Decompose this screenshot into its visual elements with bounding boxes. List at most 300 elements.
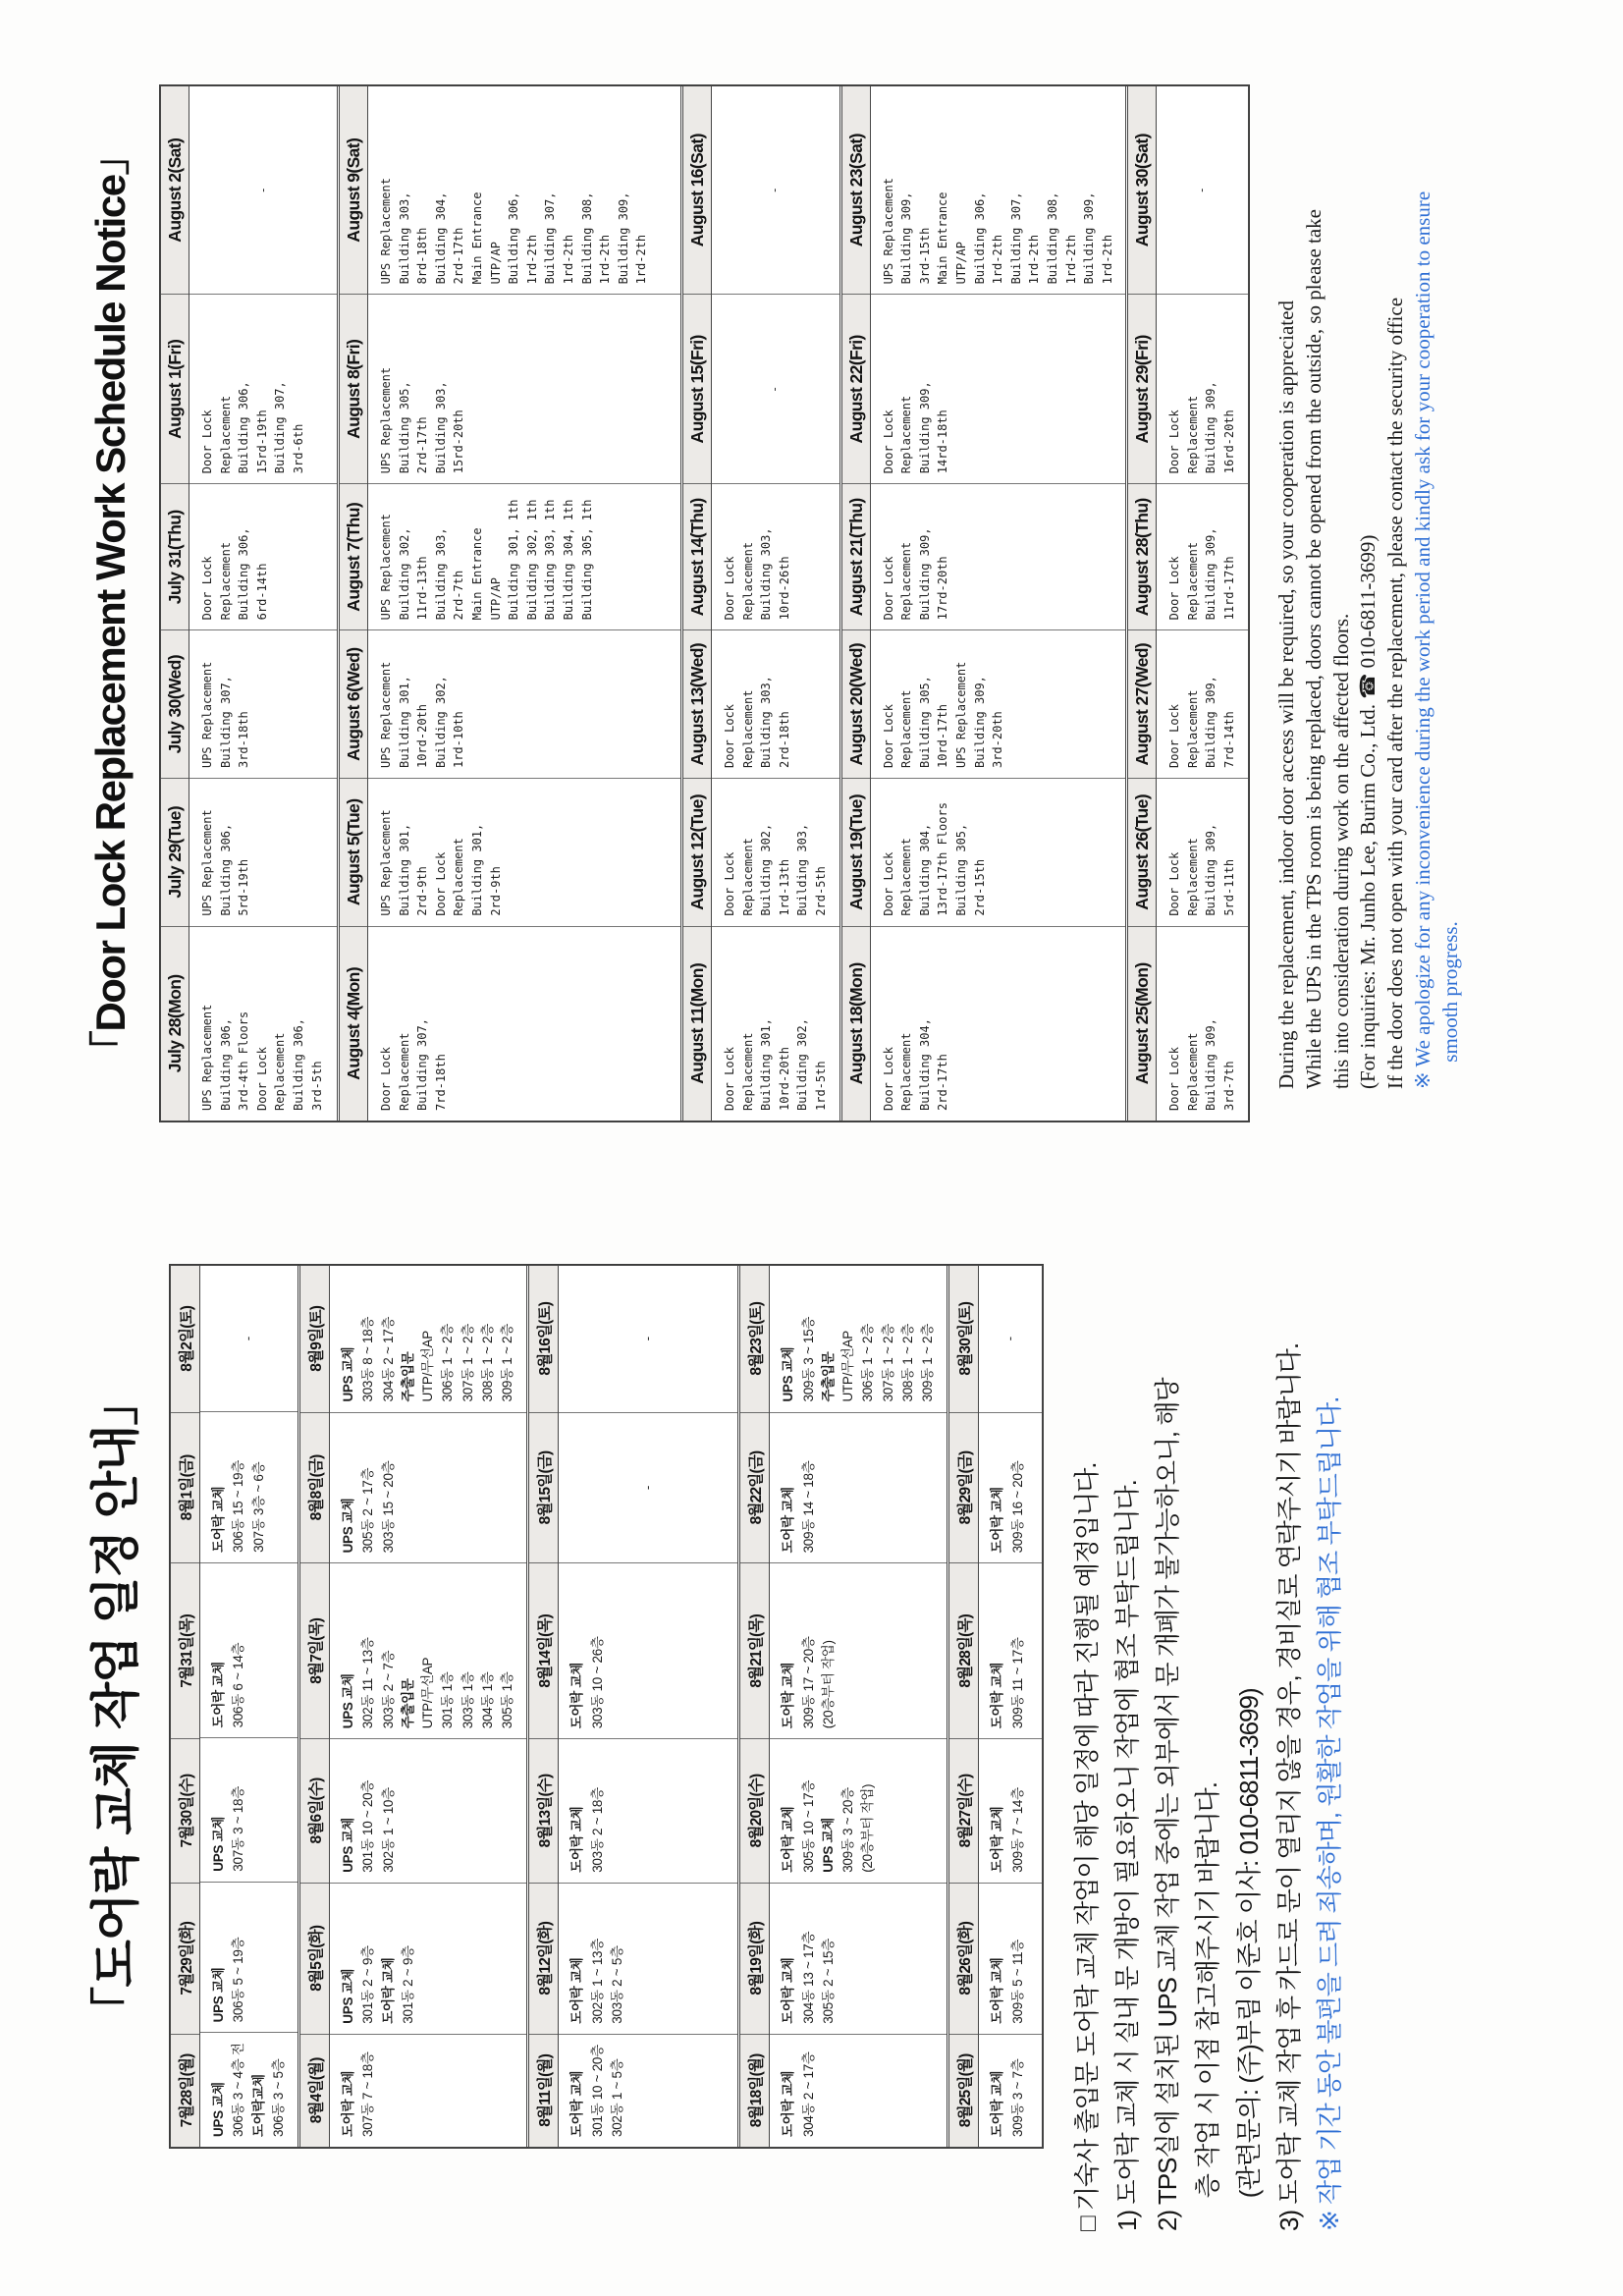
schedule-line: Door Lock [723,556,736,621]
schedule-line: 10rd-17th [936,703,950,769]
schedule-line: Replacement [740,1032,755,1111]
note-line: ※ We apologize for any inconvenience during the work period and kindly ask for your cooperation to ensure [1411,191,1435,1089]
schedule-line: 5rd-19th [237,858,251,916]
schedule-cell [979,1266,1042,1413]
schedule-line: Replacement [899,689,914,769]
schedule-cell [1157,295,1247,484]
schedule-line: 301동 2 ~ 9층 [400,1945,415,2024]
schedule-line: Door Lock [881,556,895,621]
schedule-cell [712,295,839,484]
schedule-line: Building 301, [759,1018,774,1111]
schedule-line: 도어락 교체 [211,1662,226,1728]
schedule-line: Replacement [1185,689,1200,769]
schedule-line: Building 303, [759,676,774,769]
schedule-line: Building 307, [415,1018,430,1111]
schedule-cell [368,630,680,779]
schedule-cell [200,1883,298,2034]
date-cell: August 28(Thu) [1128,484,1156,630]
schedule-line: UPS Replacement [379,514,393,621]
schedule-line: 14rd-18th [936,410,950,474]
schedule-line: Building 306, [237,381,251,474]
schedule-line: 도어락교체 [250,2074,266,2137]
schedule-line: 303동 10 ~ 26층 [589,1636,605,1729]
schedule-line: 309동 5 ~ 11층 [1009,1940,1025,2024]
date-cell: 8월23일(토) [740,1266,769,1413]
date-cell: July 30(Wed) [161,630,189,779]
schedule-line: 309동 14 ~ 18층 [800,1460,816,1554]
schedule-line: 도어락 교체 [990,1806,1005,1873]
schedule-line: 306동 15 ~ 19층 [231,1460,246,1553]
schedule-line: 307동 7 ~ 18층 [360,2051,376,2137]
schedule-line: Building 306, [291,1018,305,1111]
schedule-cell [1157,630,1247,779]
schedule-line: UPS Replacement [379,809,393,916]
schedule-line: Building 309, [1204,381,1218,474]
schedule-line: 1rd-2th [1063,234,1078,285]
week-date-row [300,1266,330,2147]
week-content-row [200,1266,298,2147]
schedule-line: 도어락 교체 [781,2070,796,2137]
schedule-cell [368,927,680,1121]
date-cell: August 20(Wed) [842,630,870,779]
week-content-row [330,1266,526,2147]
schedule-line: 도어락 교체 [211,1486,226,1553]
schedule-cell [330,1739,526,1884]
schedule-cell [871,295,1126,484]
schedule-line: 도어락 교체 [569,1663,585,1729]
date-cell: 7월29일(화) [171,1884,199,2035]
date-cell: 8월14일(목) [529,1563,558,1739]
week-section [299,1265,527,2148]
schedule-line: 307동 1 ~ 2층 [460,1324,475,1402]
schedule-line: Replacement [218,541,233,621]
schedule-cell [871,630,1126,779]
schedule-line: Replacement [218,395,233,474]
schedule-line: 도어락 교체 [569,1806,585,1873]
schedule-line: - [255,187,270,194]
schedule-cell [200,1266,298,1412]
schedule-line: Building 309, [917,381,932,474]
schedule-line: 1rd-2th [634,234,649,285]
schedule-line: Building 306, [972,191,987,285]
date-cell: 8월16일(토) [529,1266,558,1413]
schedule-cell [330,1413,526,1564]
schedule-cell [200,1563,298,1739]
schedule-line: 3rd-6th [291,423,305,474]
schedule-line: 주출입문 [400,1678,415,1729]
schedule-line: Building 309, [1082,191,1097,285]
schedule-cell [200,2033,298,2147]
schedule-line: Replacement [899,395,914,474]
schedule-line: Building 304, [433,191,448,285]
schedule-line: UPS Replacement [200,661,214,769]
date-cell: 8월15일(금) [529,1413,558,1564]
schedule-line: 3rd-5th [309,1061,324,1111]
schedule-line: - [768,187,783,194]
schedule-line: 2rd-17th [452,227,466,285]
date-cell: July 31(Thu) [161,484,189,630]
note-line: (For inquiries: Mr. Junho Lee, Burim Co., Ltd. ☎ 010-6811-3699) [1356,534,1380,1089]
schedule-line: 3rd-4th Floors [237,1011,251,1111]
date-cell: August 21(Thu) [842,484,870,630]
date-cell: July 29(Tue) [161,779,189,927]
week-date-row [161,86,189,1121]
schedule-line: Replacement [1185,541,1200,621]
schedule-line: Door Lock [1167,410,1182,474]
schedule-line: 1rd-2th [524,234,539,285]
date-cell: 7월28일(월) [179,2053,195,2128]
schedule-line: UPS 교체 [341,1817,355,1873]
schedule-cell [712,86,839,295]
english-page-title: 「Door Lock Replacement Work Schedule Notice」 [87,135,134,1072]
week-date-row [740,1266,770,2147]
schedule-line: 도어락 교체 [380,1957,396,2024]
schedule-line: 도어락 교체 [990,1487,1005,1554]
schedule-cell [330,1266,526,1413]
date-cell: August 19(Tue) [842,779,870,927]
schedule-line: Building 301, [397,676,411,769]
schedule-line: 307동 3 ~ 18층 [231,1786,246,1872]
schedule-line: UPS Replacement [953,661,968,769]
schedule-line: - [640,1485,656,1491]
schedule-line: Replacement [899,838,914,916]
korean-page-title: 「도어락 교체 작업 일정 안내」 [88,1377,143,2036]
note-line: 층 작업 시 이점 참고해주시기 바랍니다. [1193,1782,1223,2199]
schedule-line: 17rd-20th [936,556,950,621]
schedule-line: 303동 2 ~ 5층 [609,1945,624,2024]
date-cell: August 8(Fri) [340,295,367,484]
date-cell: 8월28일(목) [949,1563,978,1739]
week-content-row [368,86,680,1121]
schedule-line: UTP/AP [488,577,503,621]
schedule-line: 1rd-13th [777,858,791,916]
schedule-line: Building 303, [397,191,411,285]
schedule-cell [330,1884,526,2035]
schedule-cell [189,927,337,1121]
schedule-line: Building 306, [237,527,251,621]
note-line: 2) TPS실에 설치된 UPS 교체 작업 중에는 외부에서 문 개폐가 불가능하오니, 해당 [1153,1378,1183,2231]
date-cell: 8월25일(월) [957,2053,975,2128]
schedule-line: 11rd-13th [415,556,430,621]
schedule-line: 309동 7 ~ 14층 [1009,1787,1025,1873]
schedule-line: Building 307, [1008,191,1023,285]
schedule-line: Door Lock [1167,851,1182,916]
schedule-line: 306동 1 ~ 2층 [440,1324,456,1402]
note-line: this into consideration during work on the affected floors. [1328,613,1353,1089]
schedule-line: 306동 5 ~ 19층 [231,1937,246,2023]
schedule-line: UPS 교체 [820,1817,836,1873]
schedule-line: 306동 1 ~ 2층 [860,1324,876,1402]
schedule-line: Building 308, [579,191,594,285]
date-cell: August 15(Fri) [683,295,711,484]
schedule-cell [712,630,839,779]
schedule-line: 302동 1 ~ 10층 [380,1787,396,1873]
schedule-line: UPS 교체 [211,1816,226,1872]
schedule-line: 7rd-18th [433,1054,448,1111]
schedule-cell [559,1739,737,1884]
schedule-line: UPS Replacement [881,178,895,285]
schedule-line: 308동 1 ~ 2층 [479,1324,495,1402]
date-cell: August 4(Mon) [344,967,363,1080]
date-cell: August 18(Mon) [845,962,866,1085]
schedule-line: Building 302, [433,676,448,769]
schedule-cell [770,1413,947,1564]
schedule-line: 2rd-5th [813,866,828,916]
schedule-line: Building 305, [917,676,932,769]
schedule-line: 3rd-7th [1222,1061,1237,1111]
week-date-row [949,1266,979,2147]
schedule-line: UPS 교체 [341,1673,355,1729]
date-cell: July 28(Mon) [165,974,185,1073]
schedule-line: Building 301, [397,823,411,916]
schedule-cell [559,1884,737,2035]
schedule-line: Door Lock [1167,556,1182,621]
schedule-line: Building 302, 1th [524,499,539,621]
schedule-line: 10rd-20th [777,1046,791,1111]
schedule-line: Building 306, [218,1018,233,1111]
schedule-line: Door Lock [881,851,895,916]
week-content-row [189,86,337,1121]
date-cell: 8월6일(수) [300,1739,329,1884]
schedule-line: Building 303, 1th [543,499,558,621]
schedule-line: 304동 2 ~ 17층 [800,2051,816,2137]
schedule-line: Building 301, [469,823,484,916]
schedule-line: Door Lock [200,556,214,621]
schedule-line: UTP/무선AP [420,1331,435,1402]
schedule-cell [979,1884,1042,2035]
schedule-line: 304동 13 ~ 17층 [800,1931,816,2024]
schedule-line: Building 305, [953,823,968,916]
schedule-line: 307동 1 ~ 2층 [880,1324,895,1402]
schedule-line: Door Lock [881,703,895,769]
schedule-line: Replacement [740,838,755,916]
schedule-line: 5rd-11th [1222,858,1237,916]
schedule-line: 304동 2 ~ 17층 [380,1316,396,1402]
english-notes [1273,55,1465,1089]
schedule-line: Building 303, [433,527,448,621]
week-content-row [979,1266,1042,2147]
schedule-cell [871,86,1126,295]
schedule-line: 1rd-2th [598,234,613,285]
schedule-line: Building 304, 1th [561,499,575,621]
schedule-line: 도어락 교체 [990,1957,1005,2024]
schedule-line: 15rd-20th [452,410,466,474]
schedule-cell [1157,927,1247,1121]
schedule-cell [330,2035,526,2147]
schedule-line: 303동 8 ~ 18층 [360,1316,376,1402]
schedule-line: Building 303, [433,381,448,474]
schedule-line: Building 309, [1204,676,1218,769]
schedule-line: Replacement [740,541,755,621]
date-cell: August 25(Mon) [1132,962,1153,1085]
schedule-cell [770,1266,947,1413]
schedule-line: UTP/AP [953,242,968,285]
schedule-line: 309동 3 ~ 7층 [1009,2058,1025,2137]
schedule-line: Building 307, [543,191,558,285]
week-section [682,85,840,1121]
note-line: While the UPS in the TPS room is being replaced, doors cannot be opened from the outside, so please take [1301,209,1325,1089]
schedule-line: Door Lock [254,1046,269,1111]
date-cell: 8월11일(월) [537,2053,555,2127]
schedule-line: Main Entrance [469,191,484,285]
schedule-line: 305동 1층 [500,1671,514,1729]
schedule-cell [200,1738,298,1882]
schedule-line: 3rd-15th [917,227,932,285]
schedule-cell [871,927,1126,1121]
schedule-cell [770,1884,947,2035]
schedule-line: Replacement [1185,395,1200,474]
schedule-line: UTP/무선AP [840,1331,855,1402]
schedule-line: 303동 2 ~ 7층 [380,1650,396,1729]
schedule-line: 309동 1 ~ 2층 [500,1324,514,1402]
schedule-line: UPS 교체 [341,1498,355,1554]
schedule-line: Main Entrance [936,191,950,285]
schedule-line: 301동 10 ~ 20층 [360,1779,376,1873]
schedule-cell [712,779,839,927]
week-content-row [712,86,839,1121]
schedule-line: Building 303, [795,823,810,916]
schedule-line: UPS 교체 [341,1346,355,1402]
date-cell: 8월29일(금) [949,1413,978,1564]
schedule-line: UTP/무선AP [420,1657,435,1729]
schedule-cell [189,484,337,630]
schedule-line: 305동 10 ~ 17층 [800,1779,816,1873]
date-cell: August 27(Wed) [1128,630,1156,779]
week-date-row [340,86,368,1121]
schedule-line: Door Lock [200,410,214,474]
schedule-line: 304동 1층 [479,1671,495,1729]
schedule-line: 302동 1 ~ 5층 [609,2058,624,2137]
schedule-cell [871,779,1126,927]
schedule-line: Building 304, [917,1018,932,1111]
schedule-line: Building 305, 1th [579,499,594,621]
schedule-line: Door Lock [723,1046,736,1111]
schedule-line: Replacement [740,689,755,769]
schedule-cell [189,779,337,927]
schedule-line: 309동 1 ~ 2층 [920,1324,935,1402]
schedule-line: 도어락 교체 [990,1663,1005,1729]
schedule-cell [871,484,1126,630]
week-date-row [529,1266,559,2147]
schedule-line: 15rd-19th [254,410,269,474]
week-date-row [842,86,871,1121]
schedule-line: 1rd-10th [452,711,466,769]
schedule-line: 도어락 교체 [569,2070,585,2137]
date-cell: August 6(Wed) [340,630,367,779]
schedule-line: Building 302, [759,823,774,916]
note-line: 3) 도어락 교체 작업 후 카드로 문이 열리지 않을 경우, 경비실로 연락주시기 바랍니다. [1273,1342,1304,2231]
date-cell: August 30(Sat) [1128,86,1156,295]
schedule-line: 주출입문 [820,1351,836,1402]
schedule-line: UPS Replacement [200,809,214,916]
schedule-cell [189,86,337,295]
schedule-line: Building 307, [218,676,233,769]
schedule-line: UPS 교체 [341,1968,355,2024]
schedule-line: 303동 2 ~ 18층 [589,1787,605,1873]
schedule-cell [368,779,680,927]
schedule-line: UPS 교체 [211,2082,226,2137]
date-cell: 8월5일(화) [300,1884,329,2035]
date-cell: August 13(Wed) [683,630,711,779]
schedule-line: Building 309, [1204,1018,1218,1111]
schedule-line: Door Lock [379,1046,393,1111]
note-line: smooth progress. [1438,921,1463,1063]
schedule-line: 306동 3 ~ 4층 전 [231,2043,246,2137]
schedule-line: 도어락 교체 [990,2070,1005,2137]
note-line: ※ 작업 기간 동안 불편을 드려 죄송하며, 원활한 작업을 위해 협조 부탁드립니다. [1314,1396,1344,2231]
week-section [160,85,338,1121]
schedule-line: 16rd-20th [1222,410,1237,474]
schedule-line: Door Lock [881,410,895,474]
schedule-line: 305동 2 ~ 17층 [360,1467,376,1554]
schedule-cell [559,2035,737,2147]
week-section [739,1265,947,2148]
korean-schedule-table [169,1264,1044,2149]
schedule-line: 1rd-2th [561,234,575,285]
schedule-line: 1rd-2th [991,234,1005,285]
date-cell: August 11(Mon) [687,962,707,1084]
schedule-line: 도어락 교체 [781,1957,796,2024]
schedule-cell [712,927,839,1121]
schedule-line: 도어락 교체 [781,1806,796,1873]
schedule-line: 308동 1 ~ 2층 [899,1324,915,1402]
week-section [528,1265,738,2148]
schedule-cell [559,1563,737,1739]
schedule-line: 6rd-14th [254,563,269,621]
schedule-cell [979,2035,1042,2147]
schedule-line: 1rd-2th [1027,234,1042,285]
schedule-line: 2rd-9th [488,866,503,916]
date-cell: August 16(Sat) [683,86,711,295]
week-section [1127,85,1248,1121]
schedule-line: 309동 3 ~ 15층 [800,1316,816,1402]
schedule-line: 2rd-15th [972,858,987,916]
schedule-line: 305동 2 ~ 15층 [820,1939,836,2024]
date-cell: August 9(Sat) [340,86,367,295]
schedule-line: 11rd-17th [1222,556,1237,621]
note-line: (관련문의: (주)부림 이준호 이사: 010-6811-3699) [1233,1688,1264,2199]
date-cell: August 1(Fri) [161,295,189,484]
schedule-line: Building 309, [899,191,914,285]
schedule-line: 도어락 교체 [341,2070,355,2137]
date-cell: August 12(Tue) [683,779,711,927]
date-cell: August 26(Tue) [1128,779,1156,927]
week-date-row [683,86,712,1121]
date-cell: 7월30일(수) [171,1739,199,1884]
schedule-cell [368,86,680,295]
schedule-cell [559,1413,737,1564]
schedule-line: Replacement [397,1032,411,1111]
schedule-line: Replacement [899,541,914,621]
schedule-line: 303동 1층 [460,1671,475,1729]
note-line: □ 기숙사 출입문 도어락 교체 작업이 해당 일정에 따라 진행될 예정입니다. [1072,1462,1103,2231]
date-cell: 8월1일(금) [171,1413,199,1564]
schedule-line: Building 309, [1204,527,1218,621]
schedule-line: Building 302, [397,527,411,621]
schedule-line: Door Lock [433,851,448,916]
date-cell: 8월21일(목) [740,1563,769,1739]
date-cell: 8월27일(수) [949,1739,978,1884]
date-cell: 8월26일(화) [949,1884,978,2035]
schedule-line: 8rd-18th [415,227,430,285]
schedule-line: - [768,385,783,393]
schedule-line: 302동 1 ~ 13층 [589,1939,605,2024]
schedule-line: 도어락 교체 [781,1663,796,1729]
schedule-line: (20층부터 작업) [820,1640,836,1729]
schedule-line: Replacement [273,1032,288,1111]
note-line: During the replacement, indoor door access will be required, so your cooperation is appreciated [1273,301,1298,1089]
week-section [170,1265,298,2148]
